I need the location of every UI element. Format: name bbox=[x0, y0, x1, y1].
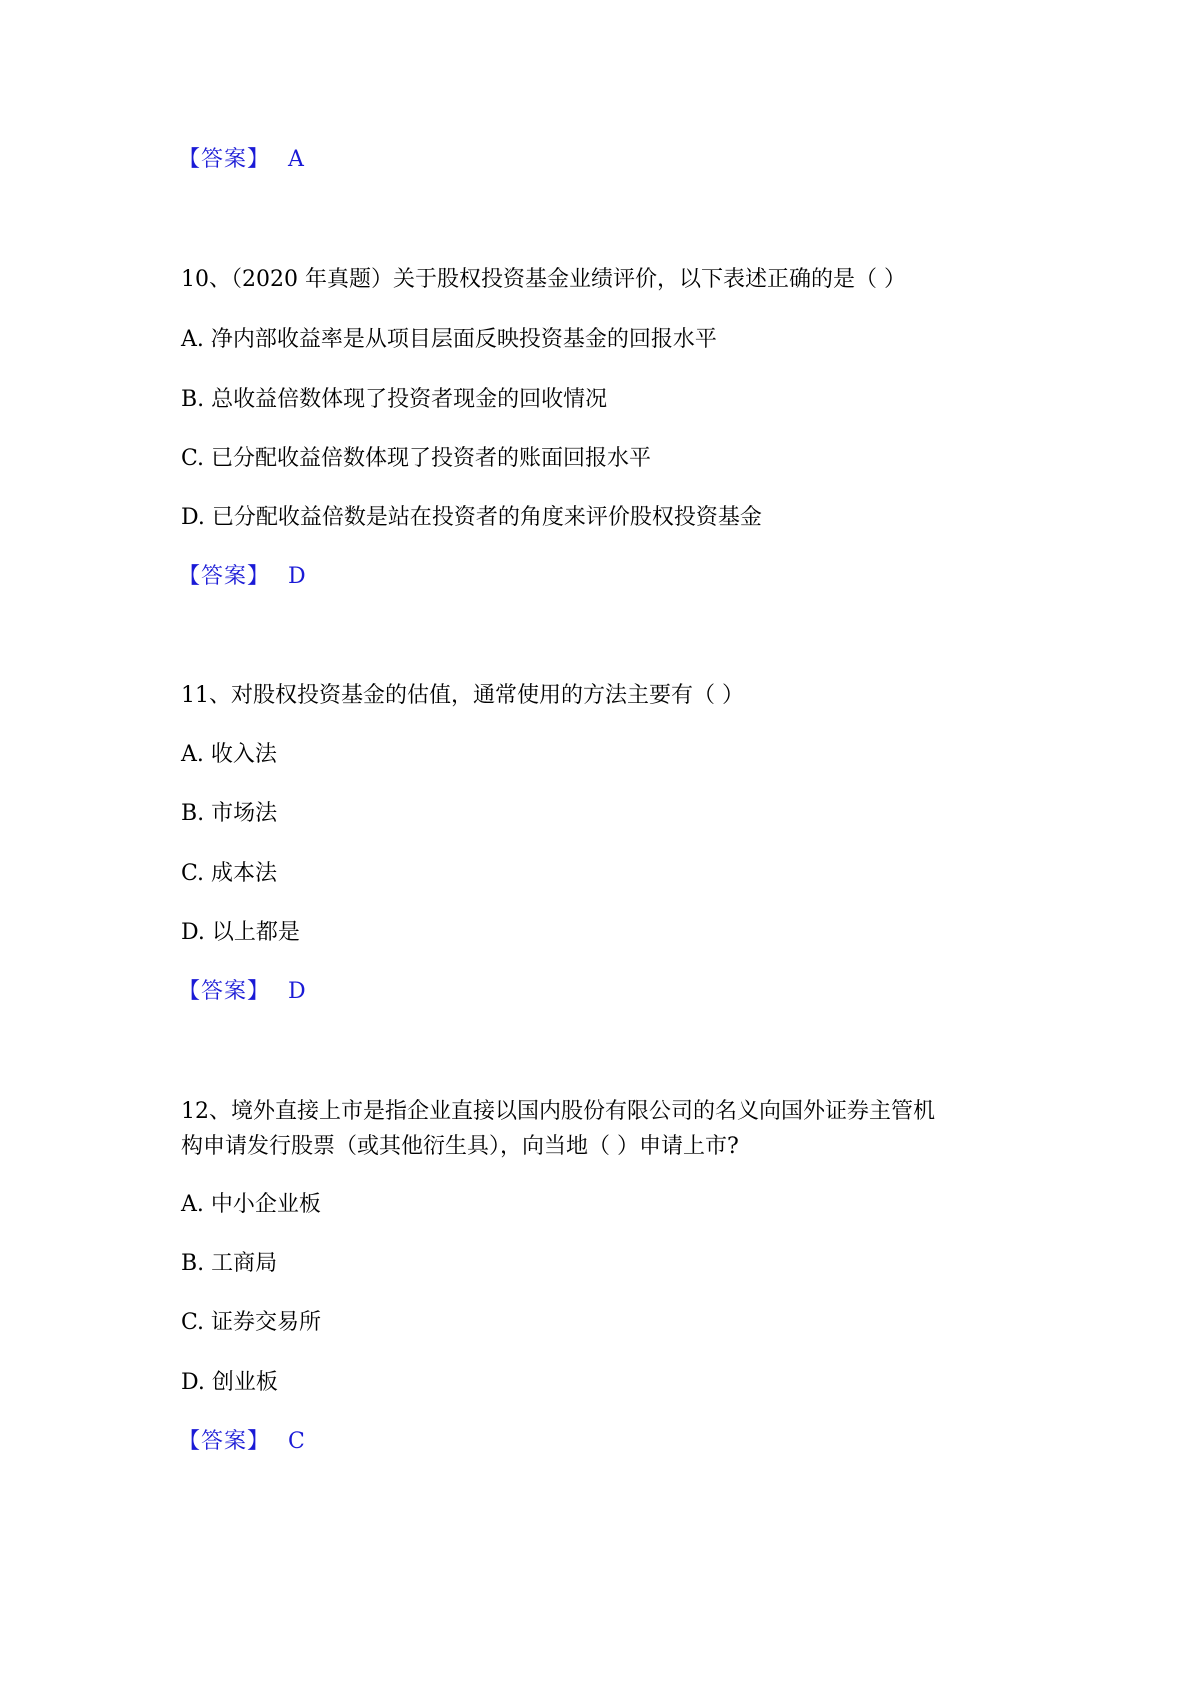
answer-value: C bbox=[288, 1429, 305, 1454]
answer-label: 【答案】 bbox=[178, 1429, 271, 1454]
option-d: D. 创业板 bbox=[181, 1370, 278, 1395]
question-stem: 12、境外直接上市是指企业直接以国内股份有限公司的名义向国外证券主管机 bbox=[181, 1099, 935, 1124]
answer-line bbox=[178, 559, 306, 595]
option-d: D. 已分配收益倍数是站在投资者的角度来评价股权投资基金 bbox=[181, 505, 762, 530]
option-d: D. 以上都是 bbox=[181, 920, 300, 945]
option-b: B. 市场法 bbox=[181, 801, 278, 826]
answer-value: A bbox=[288, 147, 304, 172]
option-c: C. 证券交易所 bbox=[181, 1310, 322, 1335]
question-stem: 11、对股权投资基金的估值，通常使用的方法主要有（ ） bbox=[181, 683, 744, 708]
answer-value: D bbox=[288, 979, 306, 1004]
answer-line bbox=[178, 142, 304, 178]
answer-line bbox=[178, 974, 306, 1010]
option-c: C. 成本法 bbox=[181, 861, 278, 886]
option-b: B. 工商局 bbox=[181, 1251, 278, 1276]
option-a: A. 中小企业板 bbox=[181, 1192, 321, 1217]
option-a: A. 收入法 bbox=[181, 742, 277, 767]
answer-label: 【答案】 bbox=[178, 564, 271, 589]
answer-label: 【答案】 bbox=[178, 979, 271, 1004]
option-c: C. 已分配收益倍数体现了投资者的账面回报水平 bbox=[181, 446, 652, 471]
option-a: A. 净内部收益率是从项目层面反映投资基金的回报水平 bbox=[181, 327, 717, 352]
question-stem-cont: 构申请发行股票（或其他衍生具），向当地（ ）申请上市? bbox=[181, 1134, 739, 1159]
answer-value: D bbox=[288, 564, 306, 589]
answer-label: 【答案】 bbox=[178, 147, 271, 172]
answer-line bbox=[178, 1424, 305, 1460]
option-b: B. 总收益倍数体现了投资者现金的回收情况 bbox=[181, 387, 608, 412]
question-stem: 10、（2020 年真题）关于股权投资基金业绩评价，以下表述正确的是（ ） bbox=[181, 267, 906, 292]
